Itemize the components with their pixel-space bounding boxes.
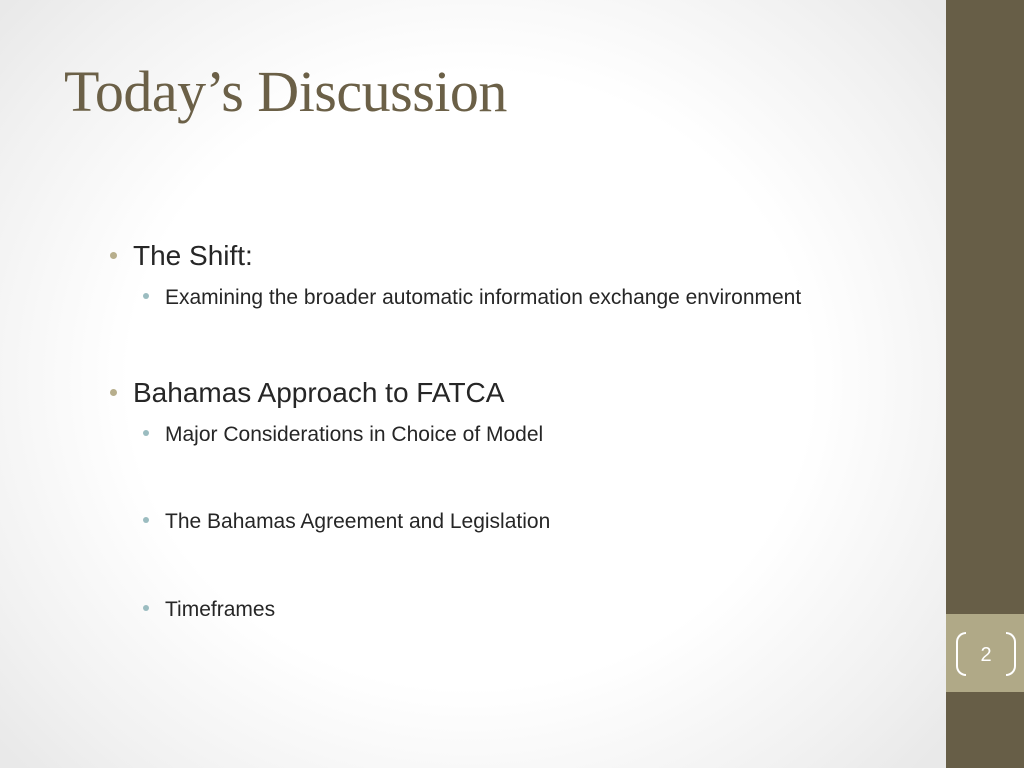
sub-bullet-item [143,423,543,447]
sub-bullet-item [143,598,275,622]
sub-bullet-dot-icon [143,517,149,523]
bullet-text: The Shift: [133,240,253,271]
sub-bullet-dot-icon [143,605,149,611]
bullet-item [110,240,253,272]
sub-bullet-text: Major Considerations in Choice of Model [165,423,544,446]
sub-bullet-text: Timeframes [165,598,276,621]
sub-bullet-item [143,286,801,310]
sub-bullet-text: Examining the broader automatic information exchange environment [165,286,802,309]
bullet-item [110,377,504,409]
sub-bullet-dot-icon [143,293,149,299]
slide-title: Today’s Discussion [64,59,507,124]
bullet-text: Bahamas Approach to FATCA [133,377,505,408]
sub-bullet-dot-icon [143,430,149,436]
bullet-dot-icon [110,389,117,396]
sub-bullet-item [143,510,550,534]
page-number: 2 [980,643,992,666]
sub-bullet-text: The Bahamas Agreement and Legislation [165,510,551,533]
bullet-dot-icon [110,252,117,259]
